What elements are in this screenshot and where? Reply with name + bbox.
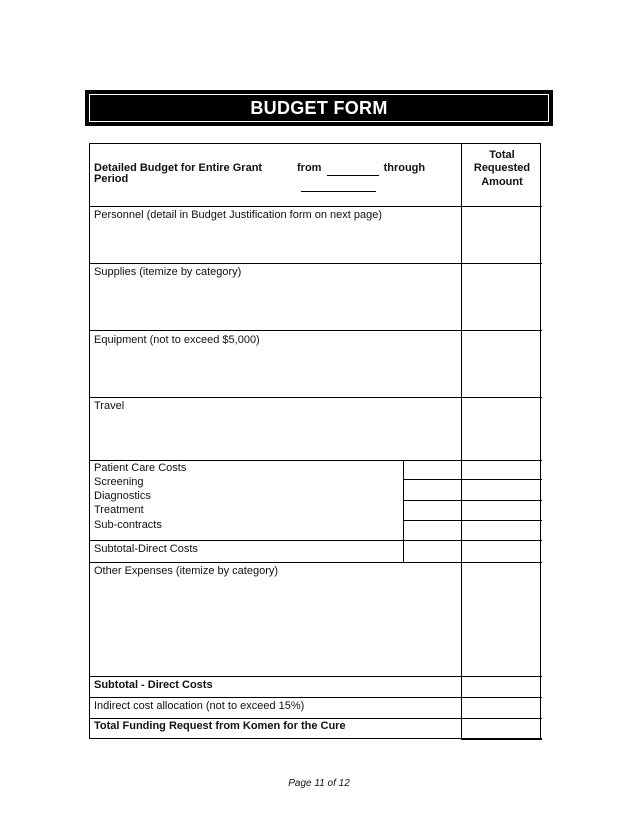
row-divider [90, 263, 542, 264]
amount-col-header-line2: Requested [473, 162, 531, 174]
sub-column-divider [403, 460, 404, 563]
amount-col-header-line3: Amount [481, 176, 523, 188]
from-label: from through [297, 162, 426, 174]
row-diagnostics: Diagnostics [94, 490, 151, 502]
total-amount-underline [461, 738, 542, 740]
row-divider [90, 540, 542, 541]
row-divider [90, 206, 542, 207]
row-subtotal-direct: Subtotal-Direct Costs [94, 543, 198, 555]
row-divider [90, 562, 542, 563]
through-date-blank[interactable] [301, 181, 376, 192]
amount-col-header-line1: Total [489, 149, 515, 161]
row-divider [90, 697, 542, 698]
row-supplies: Supplies (itemize by category) [94, 266, 242, 278]
row-equipment: Equipment (not to exceed $5,000) [94, 334, 260, 346]
header-label-line1: Detailed Budget for Entire Grant [94, 162, 263, 174]
header-label-line2: Period [94, 173, 129, 185]
row-subcontracts: Sub-contracts [94, 519, 162, 531]
subcell-divider [403, 500, 542, 501]
page-number: Page 11 of 12 [288, 778, 350, 789]
amount-column-divider [461, 144, 462, 740]
row-patient-care: Patient Care Costs [94, 462, 187, 474]
row-divider [90, 397, 542, 398]
row-other-expenses: Other Expenses (itemize by category) [94, 565, 279, 577]
row-personnel: Personnel (detail in Budget Justification form on next page) [94, 209, 382, 221]
row-total-request: Total Funding Request from Komen for the Cure [94, 720, 346, 732]
budget-table [89, 143, 541, 739]
subcell-divider [403, 479, 542, 480]
row-screening: Screening [94, 476, 144, 488]
subcell-divider [403, 520, 542, 521]
row-divider [90, 330, 542, 331]
row-indirect: Indirect cost allocation (not to exceed 15%) [94, 700, 305, 712]
row-subtotal-direct-bold: Subtotal - Direct Costs [94, 679, 213, 691]
row-divider [90, 676, 542, 677]
row-treatment: Treatment [94, 504, 144, 516]
page-title: BUDGET FORM [89, 94, 549, 122]
from-date-blank[interactable] [327, 161, 379, 176]
title-banner [85, 90, 553, 126]
row-travel: Travel [94, 400, 125, 412]
